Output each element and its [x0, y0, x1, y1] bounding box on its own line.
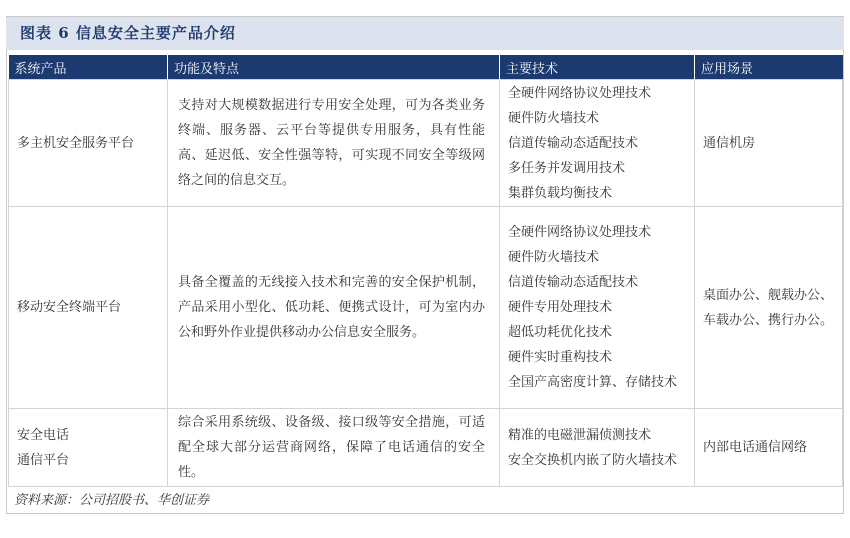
- tech-item: 全国产高密度计算、存储技术: [508, 375, 678, 390]
- row3-function: 综合采用系统级、设备级、接口级等安全措施，可适配全球大部分运营商网络，保障了电话通信的安全性。: [168, 409, 500, 487]
- row3-scenario: 内部电话通信网络: [695, 409, 843, 487]
- tech-item: 硬件防火墙技术: [508, 110, 600, 126]
- tech-item: 集群负载均衡技术: [508, 185, 613, 201]
- header-tech: 主要技术: [500, 55, 695, 80]
- tech-item: 多任务并发调用技术: [508, 160, 626, 176]
- tech-item: 硬件防火墙技术: [508, 250, 600, 265]
- figure-title: 图表 6 信息安全主要产品介绍: [20, 24, 236, 42]
- figure-title-bar: [6, 17, 844, 50]
- row2-scenario: 桌面办公、舰载办公、车载办公、携行办公。: [695, 207, 843, 409]
- header-function: 功能及特点: [168, 55, 500, 80]
- system-line: 安全电话: [17, 427, 70, 443]
- header-scenario: 应用场景: [695, 55, 843, 80]
- row3-tech: [500, 409, 695, 487]
- system-line: 多主机安全服务平台: [17, 135, 135, 151]
- row2-system: [9, 207, 168, 409]
- row1-system: [9, 80, 168, 207]
- table-row: [9, 80, 843, 207]
- tech-item: 信道传输动态适配技术: [508, 275, 639, 290]
- tech-item: 硬件专用处理技术: [508, 300, 613, 315]
- system-line: 通信平台: [17, 452, 70, 468]
- tech-item: 信道传输动态适配技术: [508, 135, 639, 151]
- tech-item: 全硬件网络协议处理技术: [508, 225, 652, 240]
- row1-scenario: 通信机房: [695, 80, 843, 207]
- row2-function: 具备全覆盖的无线接入技术和完善的安全保护机制，产品采用小型化、低功耗、便携式设计，可为室内办公和野外作业提供移动办公信息安全服务。: [168, 207, 500, 409]
- tech-item: 安全交换机内嵌了防火墙技术: [508, 452, 678, 468]
- row3-system: [9, 409, 168, 487]
- row2-tech: [500, 207, 695, 409]
- tech-item: 全硬件网络协议处理技术: [508, 85, 652, 101]
- table-header-row: [9, 55, 843, 80]
- product-table: [8, 55, 843, 487]
- tech-item: 硬件实时重构技术: [508, 350, 613, 365]
- system-line: 移动安全终端平台: [17, 300, 122, 315]
- header-system: 系统产品: [9, 55, 168, 80]
- table-row: [9, 207, 843, 409]
- row1-tech: [500, 80, 695, 207]
- source-note: 资料来源：公司招股书、华创证券: [14, 493, 210, 508]
- tech-item: 超低功耗优化技术: [508, 325, 613, 340]
- row1-function: 支持对大规模数据进行专用安全处理，可为各类业务终端、服务器、云平台等提供专用服务，具有性能高、延迟低、安全性强等特，可实现不同安全等级网络之间的信息交互。: [168, 80, 500, 207]
- table-row: [9, 409, 843, 487]
- tech-item: 精准的电磁泄漏侦测技术: [508, 427, 652, 443]
